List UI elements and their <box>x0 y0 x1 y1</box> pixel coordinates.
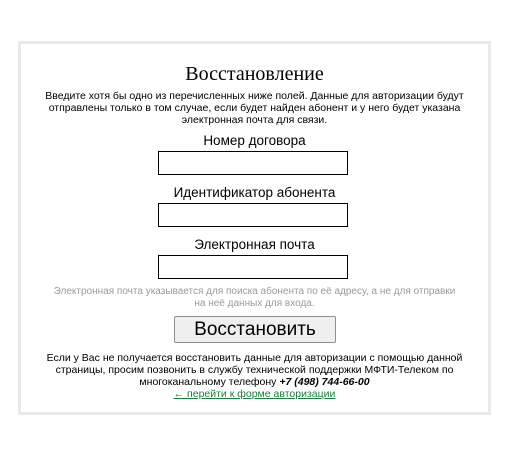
subscriber-id-label: Идентификатор абонента <box>173 185 336 200</box>
email-hint: Электронная почта указывается для поиска абонента по её адресу, а не для отправки на неё данных для входа. <box>53 286 456 309</box>
contract-number-label: Номер договора <box>203 133 306 148</box>
support-note <box>37 352 472 388</box>
support-note-text: Если у Вас не получается восстановить данные для авторизации с помощью данной страницы, просим позвонить в службу технической поддержки МФТИ-Телеком по многоканальному телефону <box>46 352 463 388</box>
contract-number-input[interactable] <box>158 151 348 175</box>
recovery-form <box>21 44 488 412</box>
back-to-login-link[interactable]: ← перейти к форме авторизации <box>173 388 336 400</box>
email-input[interactable] <box>158 255 348 279</box>
back-to-login <box>21 388 488 400</box>
email-label: Электронная почта <box>194 237 315 252</box>
restore-button[interactable]: Восстановить <box>174 316 336 343</box>
recovery-panel-frame <box>18 41 491 415</box>
intro-text: Введите хотя бы одно из перечисленных ниже полей. Данные для авторизации будут отправлены только в том случае, если будет найден абонент и у него будет указана электронная почта для связи. <box>45 90 464 126</box>
support-phone: +7 (498) 744-66-00 <box>279 376 370 388</box>
subscriber-id-input[interactable] <box>158 203 348 227</box>
page-title: Восстановление <box>185 63 324 85</box>
